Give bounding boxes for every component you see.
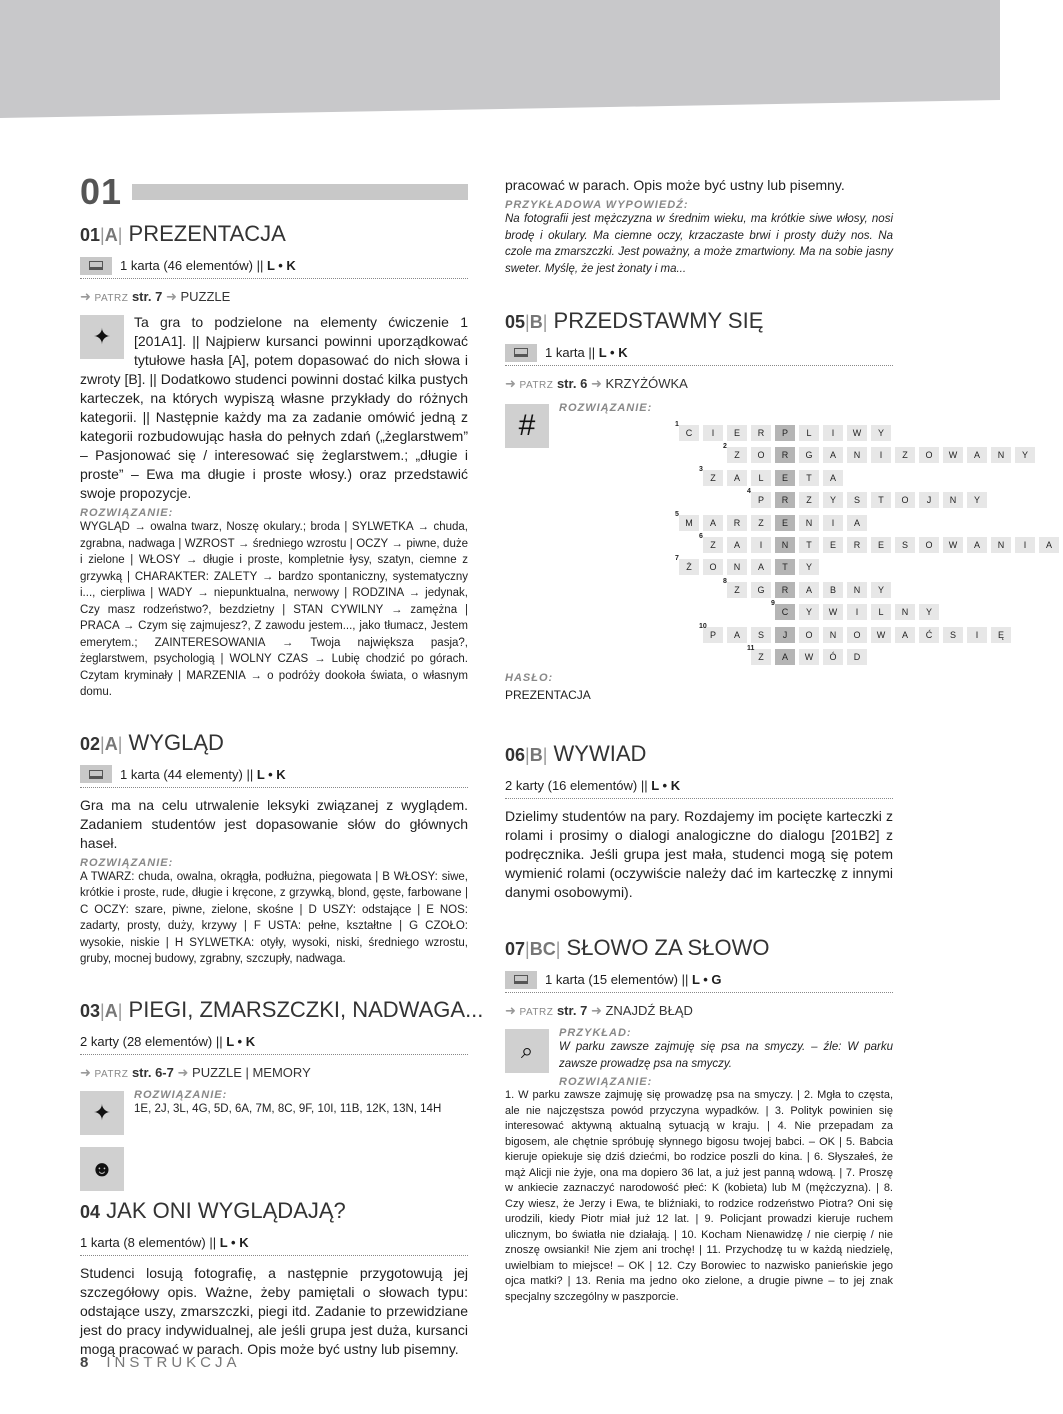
crossword-cell: Z 11	[751, 649, 771, 665]
crossword-cell: R	[727, 515, 747, 531]
crossword-cell: D	[847, 649, 867, 665]
crossword-cell: R	[775, 582, 795, 598]
crossword-row	[699, 622, 1015, 646]
s02-heading: 02|A| WYGLĄD	[80, 729, 224, 755]
crossword-cell: A	[751, 559, 771, 575]
s02-solution: A TWARZ: chuda, owalna, okrągła, podłużna, piegowata | B WŁOSY: siwe, krótkie i proste, rude, długie i kręcone, z grzywką, blond, gęste, farbowane | C OCZY: szare, piwne, zielone, skośne | D USZY: odstające | E NOS: zadarty, prosty, duży, krzywy | F USTA: pełne, kształtne | G CZOŁO: wysokie, niskie | H SYLWETKA: otyły, wysoki, niski, średniego wzrostu, gruby, mocnej budowy, zgrabny, szczupły, nadwaga.	[80, 870, 468, 965]
crossword-row	[747, 645, 871, 668]
s06-heading: 06|B| WYWIAD	[505, 741, 647, 766]
crossword-cell: P 4	[751, 492, 771, 508]
crossword-cell: A	[967, 447, 987, 463]
crossword-cell: A	[727, 627, 747, 643]
s01-meta: 1 karta (46 elementów) || L • K	[80, 255, 468, 279]
crossword-cell: L	[799, 425, 819, 441]
s05-solution-label: ROZWIĄZANIE:	[559, 402, 653, 414]
crossword-cell: I	[703, 425, 723, 441]
laptop-icon	[505, 971, 537, 989]
s05-heading: 05|B| PRZEDSTAWMY SIĘ	[505, 308, 764, 333]
s01-heading: 01|A| PREZENTACJA	[80, 221, 286, 246]
crossword-cell: O	[895, 492, 915, 508]
crossword-cell: M 5	[679, 515, 699, 531]
s07-example-label: PRZYKŁAD:	[559, 1027, 632, 1039]
crossword-cell: A	[823, 447, 843, 463]
crossword-cell: Z 6	[703, 537, 723, 553]
crossword-cell: Y	[871, 582, 891, 598]
crossword-cell: A	[1039, 537, 1059, 553]
crossword-cell: N	[991, 537, 1011, 553]
crossword-row	[723, 577, 895, 601]
laptop-icon	[505, 344, 537, 362]
crossword-cell: I	[847, 604, 867, 620]
crossword-cell: S	[847, 492, 867, 508]
s05-meta: 1 karta || L • K	[505, 342, 893, 366]
s04-body-continued: pracować w parach. Opis może być ustny lub pisemny.	[505, 177, 845, 193]
crossword-cell: O	[847, 627, 867, 643]
puzzle-icon: ✦	[80, 315, 124, 359]
crossword-cell: O	[751, 447, 771, 463]
crossword-cell: J	[775, 627, 795, 643]
crossword-cell: Ę	[991, 627, 1011, 643]
crossword-cell: T	[871, 492, 891, 508]
s06-body: Dzielimy studentów na pary. Rozdajemy im pocięte karteczki z rolami i prosimy o dialogi analogiczne do dialogu [201B2] z podręcznika. Jeśli grupa jest mała, studenci mogą się potem wymienić rolami (oczywiście należy dać im karteczkę z innymi danymi osobowymi).	[505, 808, 893, 900]
crossword-cell: W	[871, 627, 891, 643]
crossword-row	[675, 555, 823, 578]
crossword-row	[675, 421, 895, 444]
crossword-cell: O	[919, 537, 939, 553]
crossword-cell: R	[847, 537, 867, 553]
s02-solution-label: ROZWIĄZANIE:	[80, 856, 174, 869]
crossword-cell: W	[943, 537, 963, 553]
crossword-cell: Z	[751, 515, 771, 531]
s04-body: Studenci losują fotografię, a następnie przygotowują jej szczegółowy opis. Ważne, żeby pamiętali o słowach typu: odstające uszy, zmarszczki, piegi itd. Zadanie to przewidziane jest do pracy indywidualnej, ale jeśli grupa jest duża, kursanci mogą pracować w parach. Opis może być ustny lub pisemny.	[80, 1264, 468, 1357]
s05-patrz: ➜ PATRZ str. 6 ➜ KRZYŻÓWKA	[505, 376, 688, 391]
s07-example: W parku zawsze zajmuję się psa na smyczy. – źle: W parku zawsze prowadzę psa na smyczy.	[559, 1041, 893, 1070]
s04-example: Na fotografii jest mężczyzna w średnim wieku, ma krótkie siwe włosy, nosi brodę i okulary. Ma ciemne oczy, krzaczaste brwi i prosty duży nos. Na czole ma zmarszczki. Jest poważny, a może zmartwiony. Ma na sobie jasny sweter. Myślę, że jest żonaty i ma...	[505, 213, 893, 275]
crossword-cell: T	[775, 559, 795, 575]
s01-solution-label: ROZWIĄZANIE:	[80, 507, 174, 519]
crossword-cell: A	[847, 515, 867, 531]
crossword-cell: I	[751, 537, 771, 553]
crossword-cell: E	[775, 515, 795, 531]
puzzle-icon: ✦	[80, 1091, 124, 1135]
crossword-row	[675, 510, 871, 534]
crossword-cell: C 1	[679, 425, 699, 441]
crossword-cell: Y	[1015, 447, 1035, 463]
s04-meta: 1 karta (8 elementów) || L • K	[80, 1232, 468, 1256]
crossword	[505, 398, 1052, 668]
crossword-cell: A	[727, 537, 747, 553]
s03-solution: 1E, 2J, 3L, 4G, 5D, 6A, 7M, 8C, 9F, 10I, 11B, 12K, 13N, 14H	[134, 1102, 442, 1115]
crossword-cell: T	[799, 537, 819, 553]
crossword-cell: Z 8	[727, 582, 747, 598]
crossword-cell: Y	[871, 425, 891, 441]
crossword-cell: R	[775, 492, 795, 508]
left-column	[80, 170, 484, 1357]
crossword-cell: N	[847, 447, 867, 463]
s01-solution: WYGLĄD → owalna twarz, Noszę okulary.; broda | SYLWETKA → chuda, zgrabna, nadwaga | WZROST → średniego wzrostu | OCZY → piwne, duże i zielone | WŁOSY → długie i proste, kompletnie łysy, szatyn, ciemne z grzywką | CHARAKTER: ZALETY → bardzo spontaniczny, systematyczny i..., cierpliwa | WADY → niepunktualna, nerwowy | RODZINA → jedynak, Czy masz rodzeństwo?, bezdzietny | STAN CYWILNY → zamężna | PRACA → Czym się zajmujesz?, Z zawodu jestem..., jako tłumacz, Jestem emerytem.; ZAINTERESOWANIA → Twoja największa pasja?, żeglarstwem, psychologią | WOLNY CZAS → Lubię chodzić po górach. Czytam kryminały | MARZENIA → o podróży dookoła świata, o własnym domu.	[80, 521, 468, 698]
crossword-cell: N	[895, 604, 915, 620]
crossword-cell: S	[943, 627, 963, 643]
s07-patrz: ➜ PATRZ str. 7 ➜ ZNAJDŹ BŁĄD	[505, 1003, 693, 1018]
crossword-cell: E	[775, 470, 795, 486]
crossword-cell: Y	[799, 559, 819, 575]
page-footer: 8 INSTRUKCJA	[80, 1354, 241, 1371]
s02-meta: 1 karta (44 elementy) || L • K	[80, 764, 468, 788]
laptop-icon	[80, 257, 112, 275]
crossword-cell: L	[871, 604, 891, 620]
crossword-cell: T	[799, 470, 819, 486]
crossword-cell: S	[751, 627, 771, 643]
grid-icon: #	[505, 404, 549, 448]
crossword-cell: I	[967, 627, 987, 643]
crossword-cell: A	[703, 515, 723, 531]
crossword-cell: N	[847, 582, 867, 598]
crossword-cell: A	[967, 537, 987, 553]
head-icon: ☻	[80, 1147, 124, 1191]
crossword-cell: I	[823, 425, 843, 441]
s05-haslo: PREZENTACJA	[505, 688, 591, 702]
crossword-cell: Z	[895, 447, 915, 463]
s07-solution-label: ROZWIĄZANIE:	[559, 1076, 653, 1088]
s03-heading: 03|A| PIEGI, ZMARSZCZKI, NADWAGA...	[80, 996, 484, 1022]
crossword-cell: A	[799, 582, 819, 598]
crossword-cell: Ó	[823, 649, 843, 665]
s01-patrz: ➜ PATRZ str. 7 ➜ PUZZLE	[80, 289, 231, 304]
crossword-cell: W	[799, 649, 819, 665]
crossword-cell: L	[751, 470, 771, 486]
crossword-cell: W	[823, 604, 843, 620]
crossword-cell: W	[847, 425, 867, 441]
s06-meta: 2 karty (16 elementów) || L • K	[505, 775, 893, 799]
header-band	[0, 0, 1000, 140]
crossword-cell: C 9	[775, 604, 795, 620]
section-number: 01	[80, 170, 468, 214]
magnifier-icon: ⌕	[505, 1029, 549, 1073]
crossword-cell: Y	[919, 604, 939, 620]
crossword-cell: O	[919, 447, 939, 463]
crossword-cell: Y	[823, 492, 843, 508]
crossword-cell: Z	[799, 492, 819, 508]
crossword-cell: G	[751, 582, 771, 598]
crossword-cell: I	[823, 515, 843, 531]
crossword-cell: A	[775, 649, 795, 665]
s03-meta: 2 karty (28 elementów) || L • K	[80, 1031, 468, 1055]
crossword-cell: S	[895, 537, 915, 553]
crossword-cell: B	[823, 582, 843, 598]
crossword-cell: Y	[799, 604, 819, 620]
crossword-cell: R	[775, 447, 795, 463]
s04-heading: 04 JAK ONI WYGLĄDAJĄ?	[80, 1197, 346, 1223]
crossword-cell: Ż 7	[679, 559, 699, 575]
crossword-cell: E	[823, 537, 843, 553]
crossword-row	[747, 488, 991, 511]
crossword-cell: Ć	[919, 627, 939, 643]
crossword-cell: O	[799, 627, 819, 643]
s07-heading: 07|BC| SŁOWO ZA SŁOWO	[505, 935, 770, 960]
crossword-cell: E	[871, 537, 891, 553]
crossword-cell: W	[943, 447, 963, 463]
crossword-cell: A	[823, 470, 843, 486]
s04-example-label: PRZYKŁADOWA WYPOWIEDŹ:	[505, 199, 689, 211]
crossword-cell: Z 3	[703, 470, 723, 486]
crossword-cell: P 10	[703, 627, 723, 643]
crossword-cell: Y	[967, 492, 987, 508]
s05-haslo-label: HASŁO:	[505, 672, 554, 684]
s01-body: Ta gra to podzielone na elementy ćwiczenie 1 [201A1]. || Najpierw kursanci powinni uporządkować tytułowe hasła [A], potem dopasować do nich słowa i zwroty [B]. || Dodatkowo studenci powinni dostać kilka pustych karteczek, na których wypiszą własne przykłady do różnych kategorii. || Następnie każdy ma za zadanie omówić jedną z kategorii rozbudowując hasła do pełnych zdań („żeglarstwem” – Pasjonować się / interesować się żeglarstwem.; „długie i proste” – Ewa ma długie i proste włosy.) oraz przedstawić swoje propozycje.	[80, 314, 468, 501]
crossword-cell: N	[799, 515, 819, 531]
s07-solution: 1. W parku zawsze zajmuję się prowadzę psa na smyczy. | 2. Mgła to częsta, ale nie najczęstsza powód przyczyna wypadków. | 3. Polityk powinien się interesować aktywną aktualną sytuacją w kraju. | 4. Nie przepadam za bigosem, ale chętnie spróbuję słynnego bigosu twojej babci. – OK | 5. Babcia kieruje opiekuje się dziś dziećmi, bo rodzice poszli do kina. | 6. Słyszałeś, że mąż Alicji nie żyje, ona ma dopiero 36 lat, a już jest panną wdową. | 7. Proszę w ankiecie zaznaczyć narodowość płeć: K (kobieta) lub M (mężczyzna). | 8. Czy wiesz, że Jerzy i Ewa, te bliźniaki, to rodzice rodzeństwo Piotra? Oni się urodzili, kiedy Piotr miał już 12 lat. | 9. Policjant prowadzi kieruje ruchem ulicznym, bo światła nie działają. | 10. Kocham Nienawidzę / nie cierpię / nie znoszę owsianki! Nie zjem ani trochę! | 11. Przychodzę tu w każdą niedzielę, uwielbiam to miejsce! – OK | 12. Czy Borowiec to nazwisko panieńskie jego ojca matki? | 13. Renia ma jedno oko zielone, a drugie piwne – to jej znak specjalny szczególny w paszporcie.	[505, 1089, 893, 1303]
crossword-cell: A	[895, 627, 915, 643]
crossword-cell: N	[775, 537, 795, 553]
right-column	[505, 170, 1052, 1305]
crossword-cell: I	[871, 447, 891, 463]
s07-meta: 1 karta (15 elementów) || L • G	[505, 969, 893, 993]
s02-body: Gra ma na celu utrwalenie leksyki związanej z wyglądem. Zadaniem studentów jest dopasowanie słów do głównych haseł.	[80, 796, 468, 851]
crossword-row	[723, 443, 1039, 466]
crossword-cell: Z 2	[727, 447, 747, 463]
crossword-cell: P	[775, 425, 795, 441]
crossword-cell: N	[991, 447, 1011, 463]
crossword-row	[771, 600, 943, 623]
s03-solution-label: ROZWIĄZANIE:	[134, 1088, 228, 1101]
crossword-row	[699, 533, 1063, 556]
laptop-icon	[80, 765, 112, 783]
crossword-row	[699, 465, 847, 489]
crossword-cell: I	[1015, 537, 1035, 553]
crossword-cell: E	[727, 425, 747, 441]
s03-patrz: ➜ PATRZ str. 6-7 ➜ PUZZLE | MEMORY	[80, 1064, 311, 1080]
crossword-cell: N	[727, 559, 747, 575]
crossword-cell: N	[943, 492, 963, 508]
crossword-cell: R	[751, 425, 771, 441]
crossword-cell: G	[799, 447, 819, 463]
crossword-cell: O	[703, 559, 723, 575]
crossword-cell: N	[823, 627, 843, 643]
crossword-cell: A	[727, 470, 747, 486]
crossword-cell: J	[919, 492, 939, 508]
